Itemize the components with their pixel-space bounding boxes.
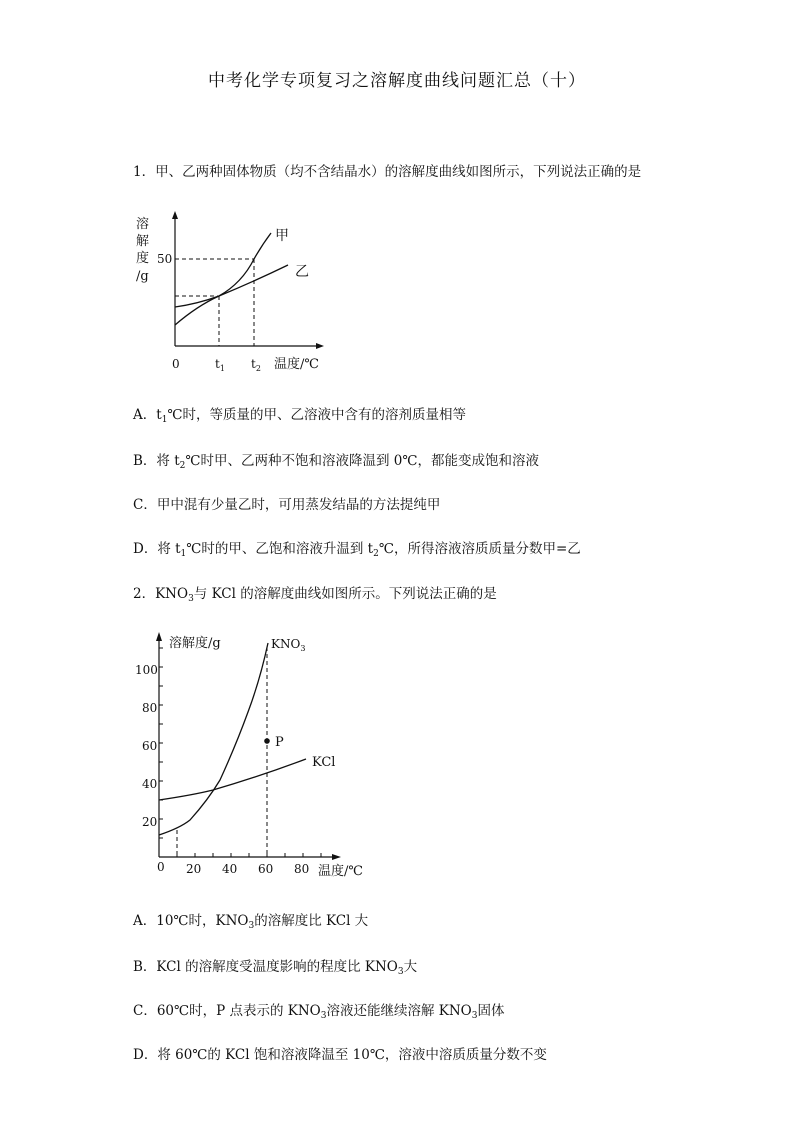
- q2-option-c: C．60℃时，P 点表示的 $KNO_3$溶液还能继续溶解 $KNO_3$固体: [133, 1003, 505, 1021]
- q2-point-p: [264, 738, 270, 744]
- q1-curve-yi: [175, 265, 288, 307]
- q1-xlabel: 温度/℃: [274, 357, 319, 372]
- q2-curve-kcl: [159, 759, 306, 800]
- q1-t1-label: $t_1$: [215, 357, 225, 373]
- q1-t2-label: $t_2$: [251, 357, 261, 373]
- q1-option-b: B．将 $t_2℃$时甲、乙两种不饱和溶液降温到 0℃，都能变成饱和溶液: [133, 453, 539, 471]
- q2-xlabel: 温度/℃: [318, 864, 363, 879]
- q2-y-ticks: [159, 648, 163, 838]
- q1-x-axis-arrow: [316, 343, 324, 349]
- q1-origin-label: 0: [172, 357, 180, 371]
- q1-y-axis-arrow: [172, 211, 178, 219]
- q2-ylabel: 溶解度/g: [169, 636, 221, 651]
- q2-y-tick-100: 100: [135, 663, 158, 677]
- q2-y-axis-arrow: [156, 632, 162, 641]
- q2-option-b: B．KCl 的溶解度受温度影响的程度比 $KNO_3$大: [133, 959, 418, 977]
- q2-point-p-label: P: [275, 735, 284, 750]
- q1-y-tick-50: 50: [157, 252, 173, 266]
- q1-ylabel-1: 溶: [136, 217, 150, 232]
- q2-y-tick-40: 40: [142, 777, 158, 791]
- q2-x-tick-20: 20: [186, 862, 202, 876]
- page-title: 中考化学专项复习之溶解度曲线问题汇总（十）: [208, 71, 586, 91]
- q2-x-tick-80: 80: [294, 862, 310, 876]
- q2-option-d: D．将 60℃的 KCl 饱和溶液降温至 10℃，溶液中溶质质量分数不变: [133, 1047, 547, 1063]
- q2-kno3-label: $KNO_3$: [271, 637, 306, 653]
- q1-option-d: D．将 $t_1℃$时的甲、乙饱和溶液升温到 $t_2℃$，所得溶液溶质质量分数甲=乙: [133, 541, 581, 559]
- q1-stem: 1．甲、乙两种固体物质（均不含结晶水）的溶解度曲线如图所示，下列说法正确的是: [133, 164, 642, 180]
- q2-solubility-figure: [128, 625, 378, 885]
- q1-curve-yi-label: 乙: [295, 264, 309, 280]
- q1-ylabel-3: 度: [136, 251, 150, 266]
- q2-x-tick-40: 40: [222, 862, 238, 876]
- q2-y-tick-80: 80: [142, 701, 158, 715]
- q1-ylabel-4: /g: [136, 269, 149, 284]
- q2-y-tick-60: 60: [142, 739, 158, 753]
- q1-option-a: A．$t_1℃$时，等质量的甲、乙溶液中含有的溶剂质量相等: [133, 407, 467, 425]
- q2-kcl-label: KCl: [312, 755, 336, 770]
- q2-x-tick-0: 0: [157, 860, 165, 874]
- q1-option-c: C．甲中混有少量乙时，可用蒸发结晶的方法提纯甲: [133, 497, 441, 513]
- q2-y-tick-20: 20: [142, 815, 158, 829]
- q2-option-a: A．10℃时，$KNO_3$的溶解度比 KCl 大: [133, 913, 369, 931]
- q1-curve-jia-label: 甲: [275, 228, 289, 244]
- q2-stem: 2．$KNO_3$与 KCl 的溶解度曲线如图所示。下列说法正确的是: [133, 586, 497, 604]
- q1-ylabel-2: 解: [136, 234, 150, 249]
- q2-x-tick-60: 60: [258, 862, 274, 876]
- q2-x-axis-arrow: [332, 854, 341, 860]
- q2-curve-kno3: [159, 643, 268, 835]
- q1-solubility-figure: [130, 205, 330, 380]
